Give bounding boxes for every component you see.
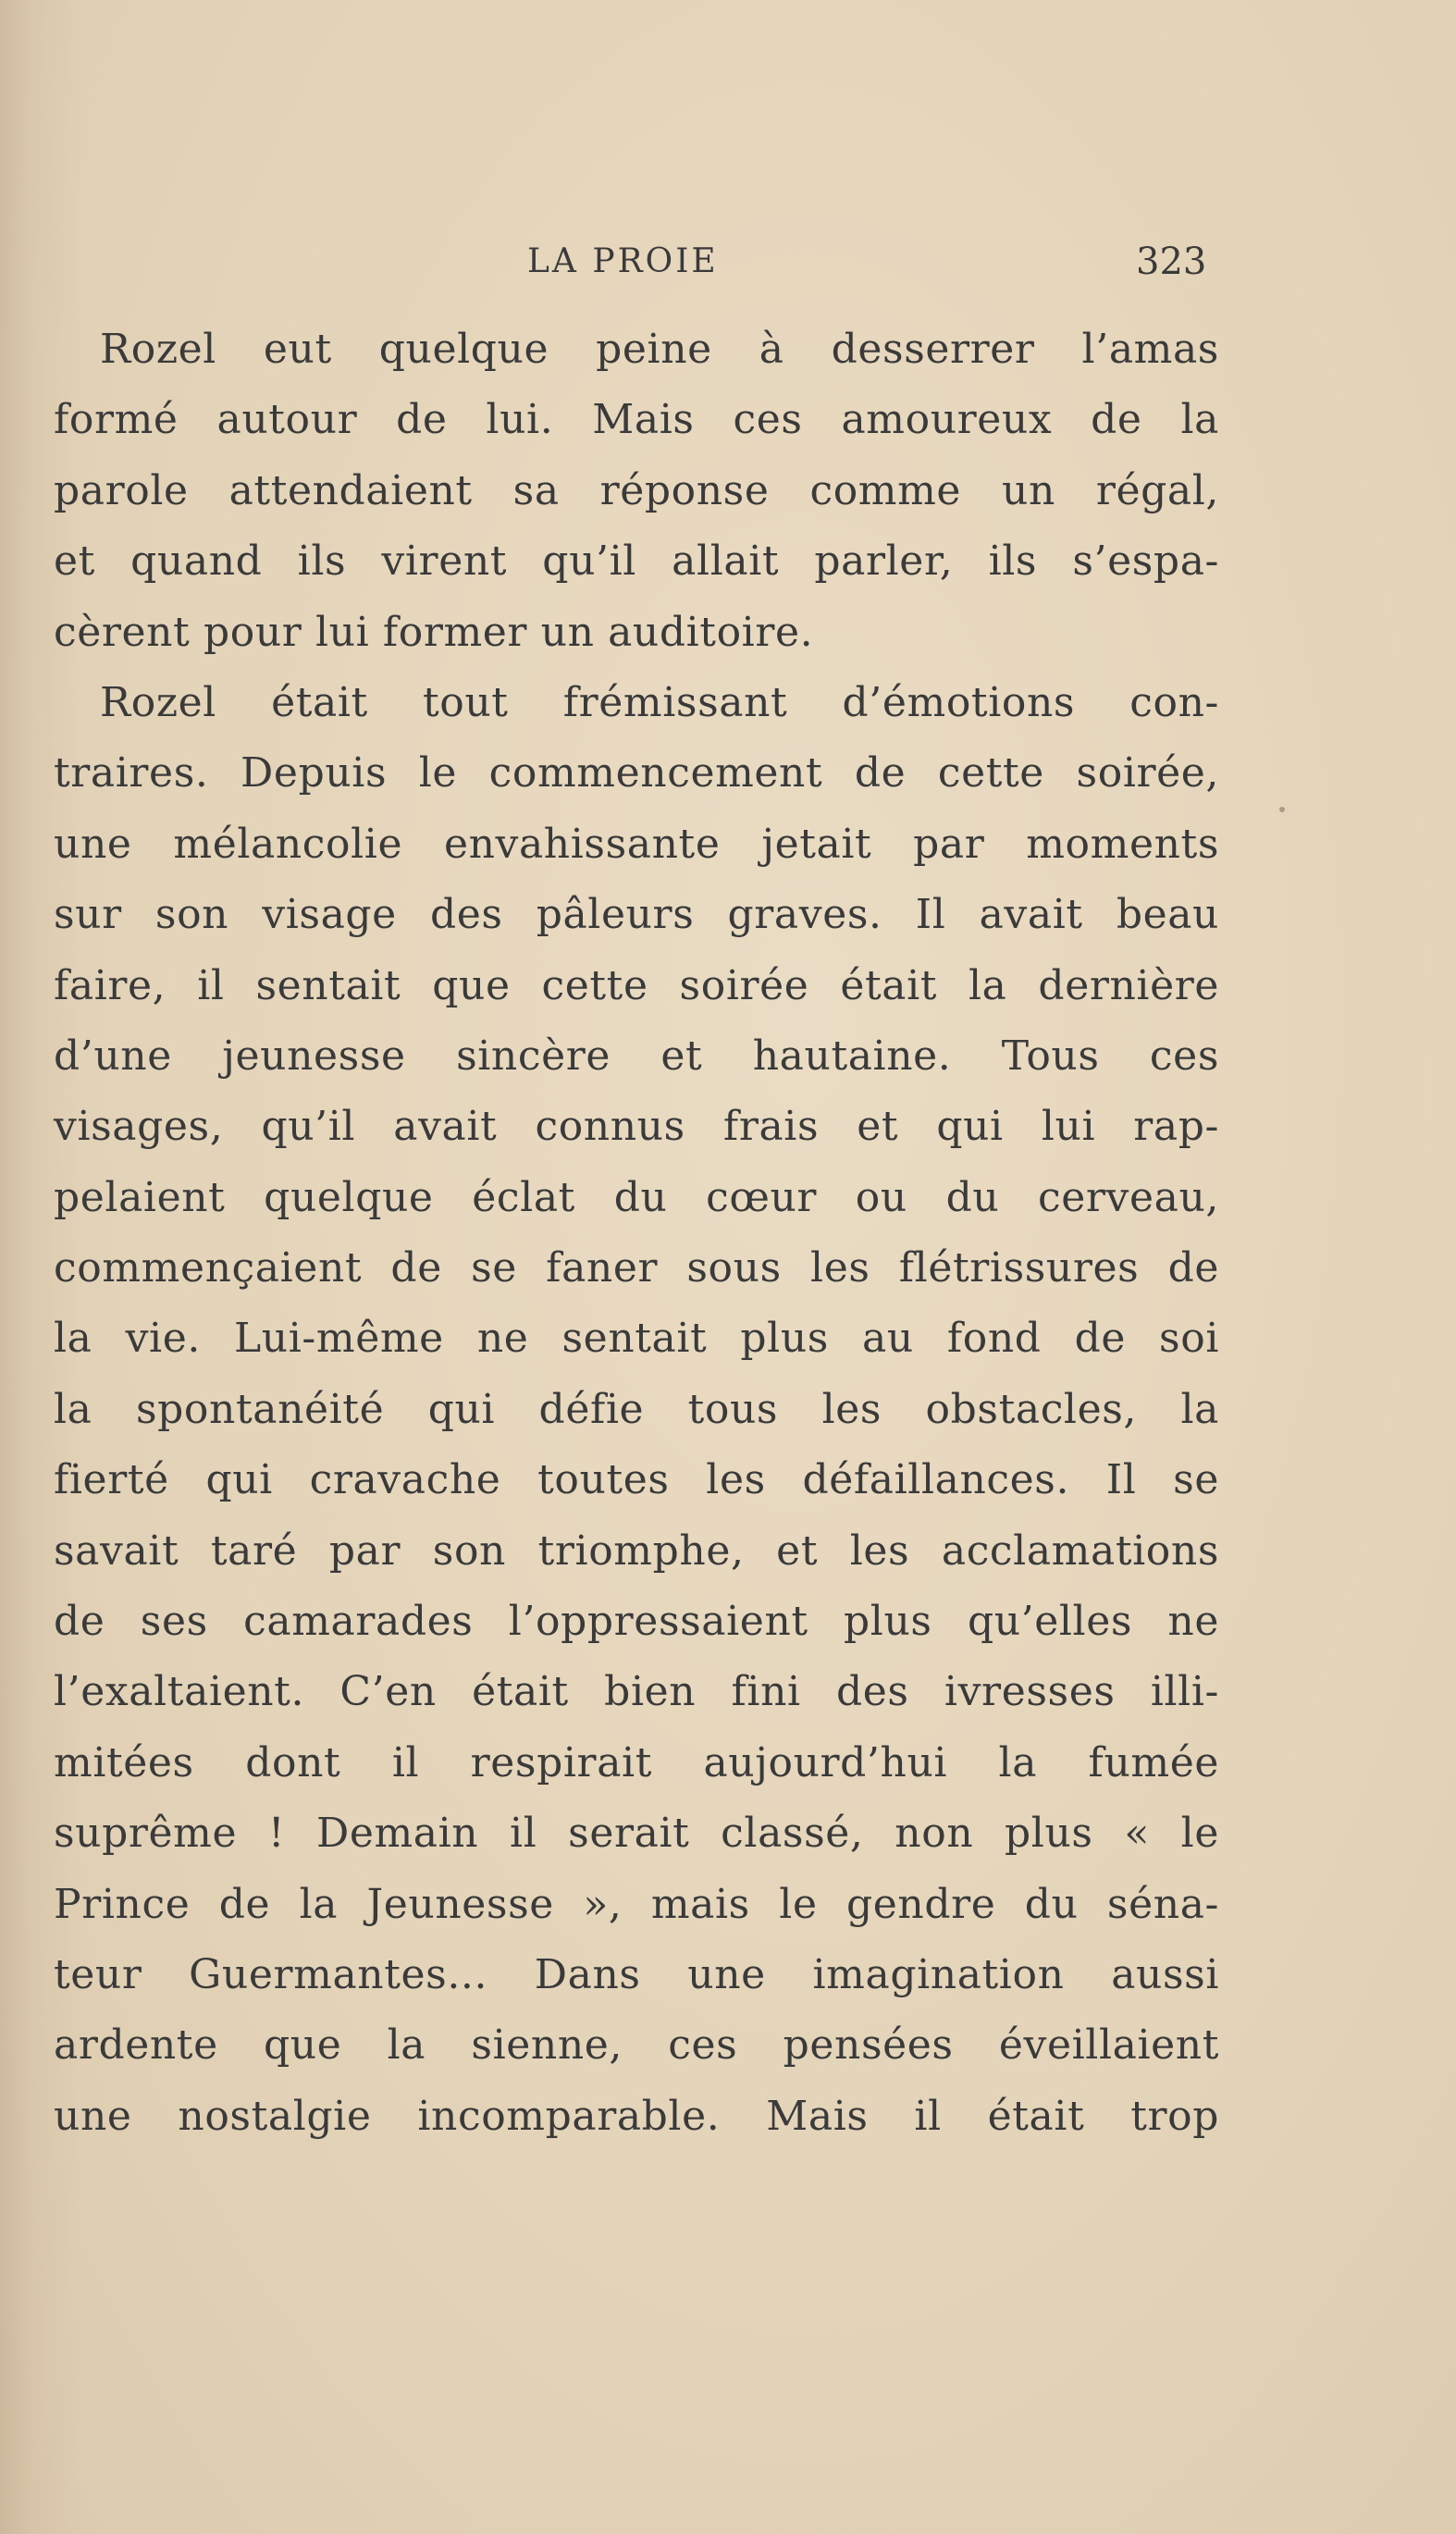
text-line: savait taré par son triomphe, et les acclamations xyxy=(54,1527,1219,1575)
text-line: la spontanéité qui défie tous les obstacles, la xyxy=(54,1385,1219,1433)
text-line: d’une jeunesse sincère et hautaine. Tous ces xyxy=(54,1032,1219,1080)
text-line: Prince de la Jeunesse », mais le gendre du séna- xyxy=(54,1880,1219,1928)
text-line: traires. Depuis le commencement de cette soirée, xyxy=(54,749,1219,797)
text-line: mitées dont il respirait aujourd’hui la fumée xyxy=(54,1738,1219,1786)
text-line: commençaient de se faner sous les flétrissures de xyxy=(54,1244,1219,1292)
text-line: une nostalgie incomparable. Mais il était trop xyxy=(54,2092,1219,2140)
text-line: Rozel était tout frémissant d’émotions con- xyxy=(100,678,1219,726)
text-line: formé autour de lui. Mais ces amoureux de la xyxy=(54,396,1219,444)
text-line: une mélancolie envahissante jetait par moments xyxy=(54,820,1219,868)
text-line: faire, il sentait que cette soirée était la dernière xyxy=(54,961,1219,1009)
paper-spot xyxy=(1279,807,1285,812)
text-line: pelaient quelque éclat du cœur ou du cerveau, xyxy=(54,1173,1219,1221)
text-line: suprême ! Demain il serait classé, non plus « le xyxy=(54,1810,1219,1858)
text-line: l’exaltaient. C’en était bien fini des ivresses illi- xyxy=(54,1668,1219,1716)
body-text xyxy=(54,315,1219,2152)
text-line: la vie. Lui-même ne sentait plus au fond de soi xyxy=(54,1315,1219,1363)
text-line: teur Guermantes... Dans une imagination aussi xyxy=(54,1950,1219,1998)
text-line: cèrent pour lui former un auditoire. xyxy=(54,608,814,656)
text-line: et quand ils virent qu’il allait parler, ils s’espa- xyxy=(54,538,1219,586)
text-line: Rozel eut quelque peine à desserrer l’amas xyxy=(100,326,1219,373)
text-line: parole attendaient sa réponse comme un régal, xyxy=(54,466,1219,514)
text-line: sur son visage des pâleurs graves. Il avait beau xyxy=(54,891,1219,939)
page-number: 323 xyxy=(1136,241,1207,283)
text-line: fierté qui cravache toutes les défaillances. Il se xyxy=(54,1456,1219,1504)
text-line: ardente que la sienne, ces pensées éveillaient xyxy=(54,2021,1219,2070)
text-line: de ses camarades l’oppressaient plus qu’elles ne xyxy=(54,1598,1219,1646)
running-title: LA PROIE xyxy=(527,242,719,280)
running-head xyxy=(0,239,1456,285)
text-line: visages, qu’il avait connus frais et qui lui rap- xyxy=(54,1103,1219,1151)
